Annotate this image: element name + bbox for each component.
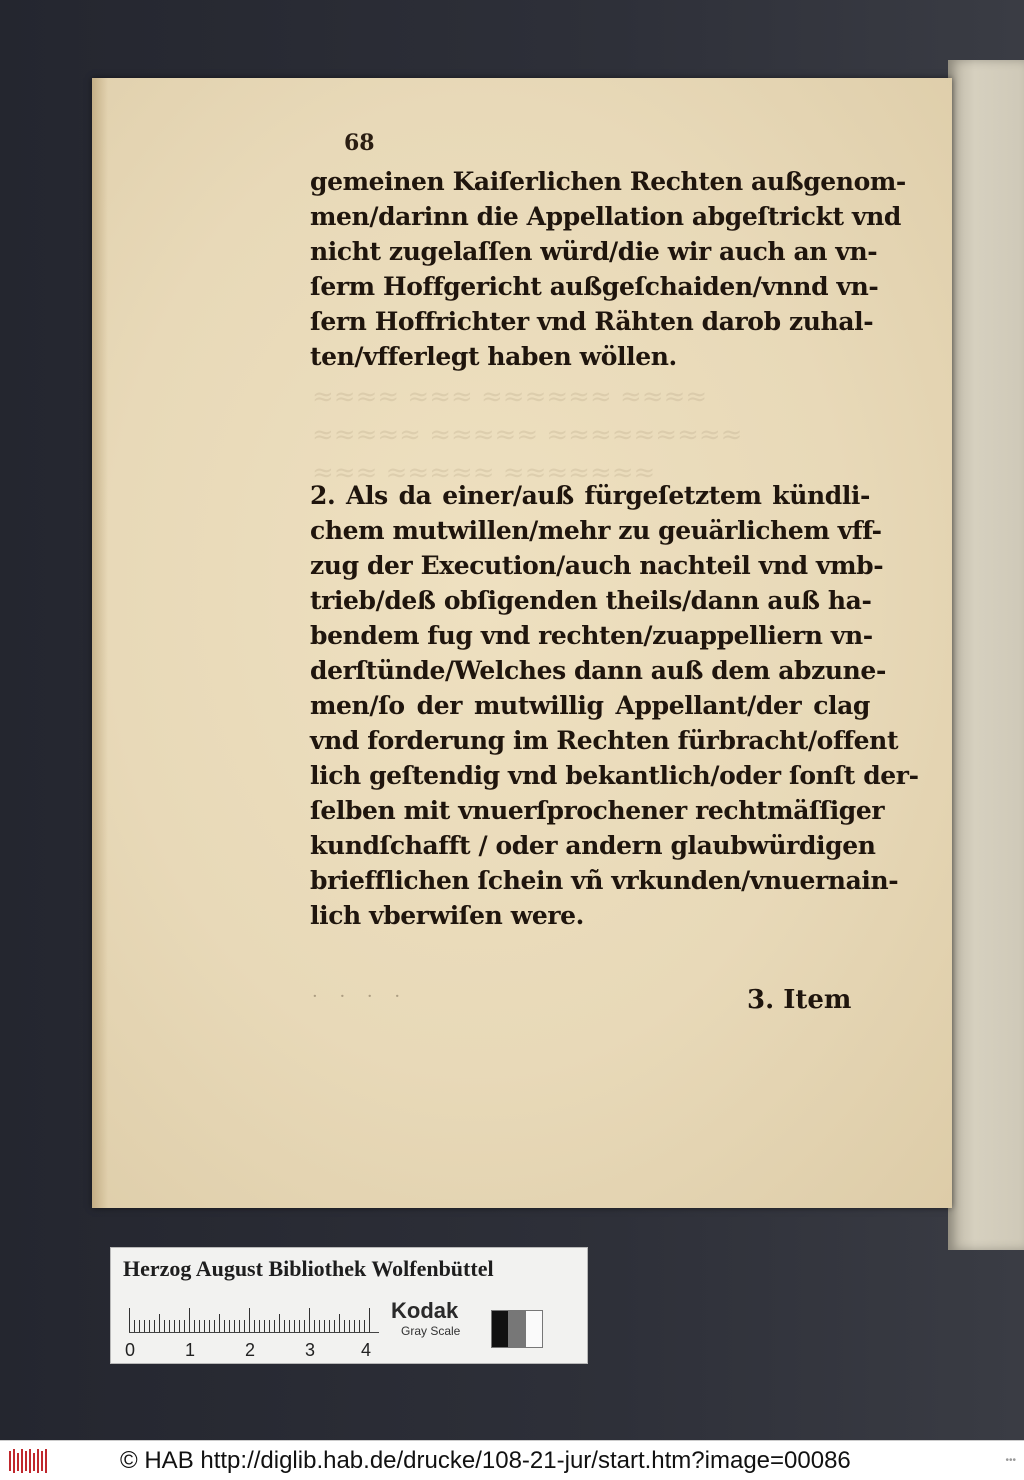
ruler-tick: [269, 1320, 270, 1332]
ruler-tick: [194, 1320, 195, 1332]
ruler-tick: [334, 1320, 335, 1332]
ruler-tick: [139, 1320, 140, 1332]
page-number: 68: [344, 130, 375, 156]
text-line: derſtünde/Welches dann auß dem abzune-: [310, 656, 886, 685]
ruler-tick: [164, 1320, 165, 1332]
ruler-tick: [284, 1320, 285, 1332]
ruler-tick: [294, 1320, 295, 1332]
ruler-tick: [309, 1308, 310, 1332]
footer-bar: [0, 1440, 1024, 1480]
ruler-tick: [154, 1320, 155, 1332]
ruler-number: 3: [305, 1340, 316, 1360]
text-line: vnd forderung im Rechten fürbracht/offent: [310, 726, 899, 755]
text-line: ſerm Hoffgericht außgeſchaiden/vnnd vn-: [310, 272, 879, 301]
show-through-text: ≈≈≈≈ ≈≈≈ ≈≈≈≈≈≈ ≈≈≈≈ ≈≈≈≈≈ ≈≈≈≈≈ ≈≈≈≈≈≈≈≈≈ ≈≈≈ ≈≈≈≈≈ ≈≈≈≈≈≈≈: [312, 382, 743, 488]
ruler-number: 1: [185, 1340, 196, 1360]
ruler-tick: [259, 1320, 260, 1332]
ruler-tick: [254, 1320, 255, 1332]
text-line: ten/vfferlegt haben wöllen.: [310, 342, 677, 371]
copyright-url[interactable]: © HAB http://diglib.hab.de/drucke/108-21-jur/start.htm?image=00086: [120, 1447, 851, 1474]
text-line: ſelben mit vnuerſprochener rechtmäſſiger: [310, 796, 885, 825]
ruler-tick: [174, 1320, 175, 1332]
text-line: trieb/deß obſigenden theils/dann auß ha-: [310, 586, 872, 615]
more-icon[interactable]: •••: [1005, 1455, 1016, 1466]
ruler-tick: [264, 1320, 265, 1332]
ruler-tick: [304, 1320, 305, 1332]
text-line: lich geſtendig vnd bekantlich/oder ſonſt der-: [310, 761, 919, 790]
ruler-tick: [344, 1320, 345, 1332]
hab-logo-icon: [8, 1447, 48, 1475]
paragraph-2: [310, 478, 919, 933]
ruler-tick: [319, 1320, 320, 1332]
ruler-tick: [329, 1320, 330, 1332]
ruler-tick: [354, 1320, 355, 1332]
ruler-tick: [204, 1320, 205, 1332]
ruler-tick: [234, 1320, 235, 1332]
gray-patch-gray: [508, 1310, 526, 1348]
text-line: 2. Als da einer/auß fürgeſetztem kündli-: [310, 481, 870, 510]
ruler-number: 4: [361, 1340, 372, 1360]
ruler-tick: [324, 1320, 325, 1332]
ruler-tick: [359, 1320, 360, 1332]
ruler-tick: [214, 1320, 215, 1332]
text-line: men/darinn die Appellation abgeſtrickt vnd: [310, 202, 901, 231]
ruler-tick: [369, 1308, 370, 1332]
ruler-tick: [149, 1320, 150, 1332]
ink-smudge: · · · ·: [312, 986, 409, 1007]
ruler-tick: [134, 1320, 135, 1332]
ruler-tick: [239, 1320, 240, 1332]
gray-patch-black: [491, 1310, 509, 1348]
text-line: briefflichen ſchein vñ vrkunden/vnuernain-: [310, 866, 899, 895]
ruler-tick: [244, 1320, 245, 1332]
book-page: [92, 78, 952, 1208]
ruler-tick: [229, 1320, 230, 1332]
ruler-tick: [224, 1320, 225, 1332]
text-line: nicht zugelaſſen würd/die wir auch an vn-: [310, 237, 878, 266]
ruler-tick: [159, 1314, 160, 1332]
library-color-card: [110, 1247, 588, 1364]
ruler-tick: [179, 1320, 180, 1332]
text-line: lich vberwiſen were.: [310, 901, 584, 930]
kodak-logo: Kodak: [391, 1298, 459, 1323]
ruler-tick: [199, 1320, 200, 1332]
text-line: bendem fug vnd rechten/zuappelliern vn-: [310, 621, 873, 650]
facing-page-edge: [948, 60, 1024, 1250]
text-line: kundſchafft / oder andern glaubwürdigen: [310, 831, 876, 860]
text-line: zug der Execution/auch nachteil vnd vmb-: [310, 551, 884, 580]
ruler-tick: [169, 1320, 170, 1332]
ruler-tick: [364, 1320, 365, 1332]
ruler-tick: [184, 1320, 185, 1332]
ruler-tick: [219, 1314, 220, 1332]
ruler-number: 2: [245, 1340, 256, 1360]
ruler-tick: [339, 1314, 340, 1332]
kodak-subtitle: Gray Scale: [401, 1324, 461, 1338]
scale-ruler: [129, 1300, 379, 1333]
ruler-tick: [314, 1320, 315, 1332]
library-name: Herzog August Bibliothek Wolfenbüttel: [123, 1256, 494, 1281]
ruler-tick: [249, 1308, 250, 1332]
text-line: chem mutwillen/mehr zu geuärlichem vff-: [310, 516, 882, 545]
ruler-tick: [129, 1308, 130, 1332]
ruler-tick: [299, 1320, 300, 1332]
text-line: gemeinen Kaiſerlichen Rechten außgenom-: [310, 167, 906, 196]
ruler-tick: [274, 1320, 275, 1332]
text-line: ſern Hoffrichter vnd Rähten darob zuhal-: [310, 307, 874, 336]
ruler-tick: [289, 1320, 290, 1332]
catchword: 3. Item: [747, 985, 852, 1015]
ruler-tick: [189, 1308, 190, 1332]
ruler-number: 0: [125, 1340, 136, 1360]
paragraph-1: [310, 164, 906, 374]
gray-patch-white: [525, 1310, 543, 1348]
ruler-tick: [144, 1320, 145, 1332]
ruler-tick: [209, 1320, 210, 1332]
text-line: men/ſo der mutwillig Appellant/der clag: [310, 691, 870, 720]
ruler-tick: [349, 1320, 350, 1332]
ruler-tick: [279, 1314, 280, 1332]
